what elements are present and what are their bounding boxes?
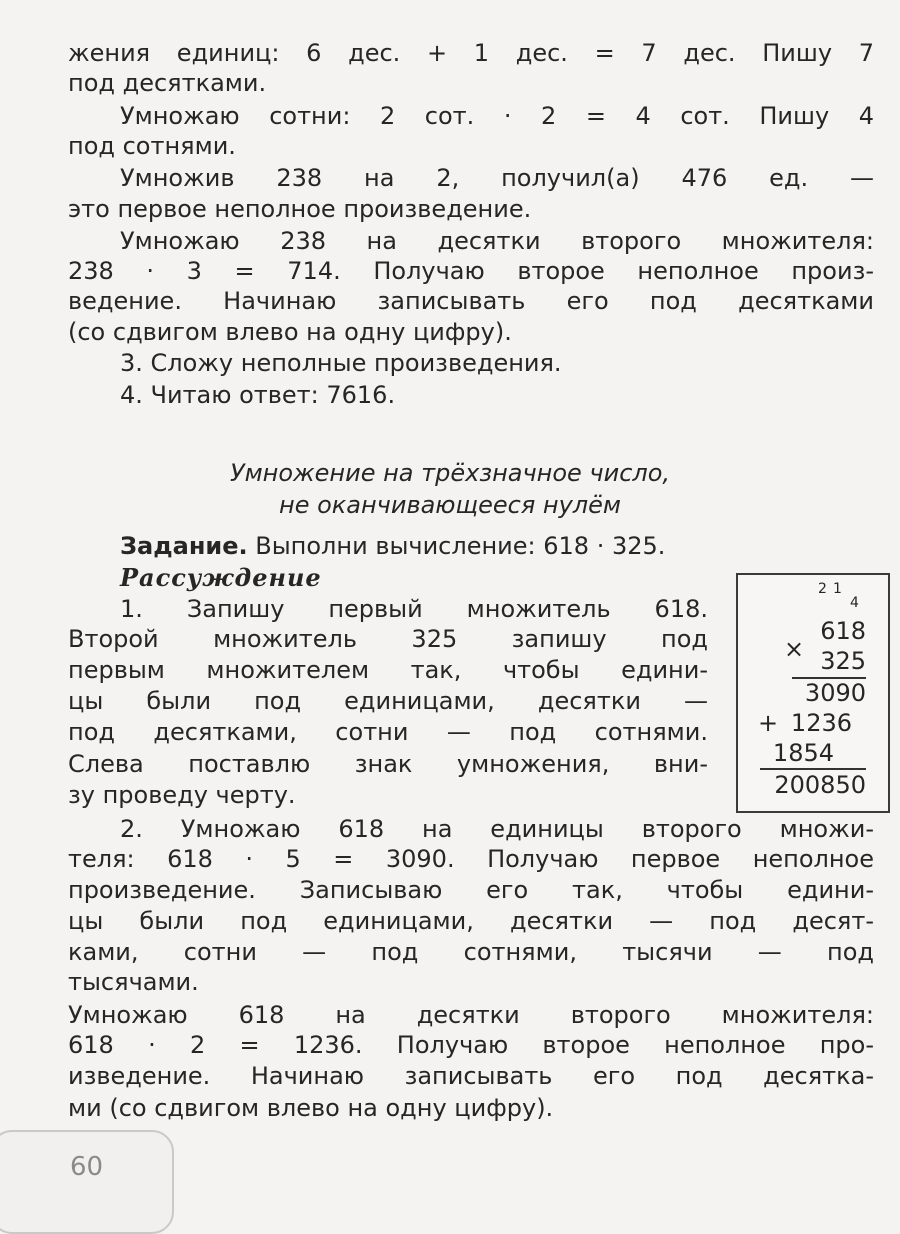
multiplier: 325 [820,647,866,675]
text-line: тысячами. [68,968,199,996]
text-line: 2. Умножаю 618 на единицы второго множи- [120,815,874,843]
text-line: Умножаю сотни: 2 сот. · 2 = 4 сот. Пишу 4 [120,102,874,130]
multiplicand: 618 [820,617,866,645]
section-heading-line-1: Умножение на трёхзначное число, [229,459,671,487]
text-line: 3. Сложу неполные произведения. [120,349,562,377]
text-line: ками, сотни — под сотнями, тысячи — под [68,938,874,966]
partial-product-1: 3090 [804,679,866,707]
text-line: цы были под единицами, десятки — под десят- [68,907,874,935]
partial-product-3: 1854 [772,739,834,767]
multiplication-sign: × [784,635,805,663]
task-text: Выполни вычисление: 618 · 325. [255,532,666,560]
text-line: Второй множитель 325 запишу под [68,625,708,653]
partial-product-2: 1236 [790,709,852,737]
section-heading-line-2: не оканчивающееся нулём [279,491,621,519]
text-line: ведение. Начинаю записывать его под десятками [68,287,874,315]
text-line: это первое неполное произведение. [68,195,532,223]
plus-sign: + [758,709,779,737]
text-line: 1. Запишу первый множитель 618. [120,595,708,623]
page-number: 60 [70,1152,104,1182]
text-line: (со сдвигом влево на одну цифру). [68,318,512,346]
text-line: Умножаю 618 на десятки второго множителя: [68,1001,874,1029]
text-line: цы были под единицами, десятки — [68,687,708,715]
divider-line [760,768,866,770]
task-label: Задание. [120,532,248,560]
text-line: под сотнями. [68,132,236,160]
text-line: произведение. Записываю его так, чтобы едини- [68,876,874,904]
text-line: Слева поставлю знак умножения, вни- [68,750,708,778]
text-line: теля: 618 · 5 = 3090. Получаю первое неполное [68,845,874,873]
text-line: жения единиц: 6 дес. + 1 дес. = 7 дес. Пишу 7 [68,39,874,67]
carry-digit: 4 [850,595,859,611]
text-line: ми (со сдвигом влево на одну цифру). [68,1094,554,1122]
final-result: 200850 [774,771,866,799]
reasoning-title: Рассуждение [120,563,322,592]
text-line: 4. Читаю ответ: 7616. [120,381,396,409]
text-line: 618 · 2 = 1236. Получаю второе неполное про- [68,1031,874,1059]
text-line: под десятками. [68,69,267,97]
carry-digit: 1 [833,581,842,597]
column-multiplication-box [736,573,890,813]
text-line: изведение. Начинаю записывать его под десятка- [68,1062,874,1090]
carry-digit: 2 [818,581,827,597]
text-line: первым множителем так, чтобы едини- [68,656,708,684]
text-line: 238 · 3 = 714. Получаю второе неполное произ- [68,257,874,285]
text-line: Умножив 238 на 2, получил(а) 476 ед. — [120,164,874,192]
text-line: зу проведу черту. [68,781,296,809]
text-line: под десятками, сотни — под сотнями. [68,718,708,746]
task-line [120,531,665,561]
page-number-tab [0,1130,174,1234]
text-line: Умножаю 238 на десятки второго множителя: [120,227,874,255]
